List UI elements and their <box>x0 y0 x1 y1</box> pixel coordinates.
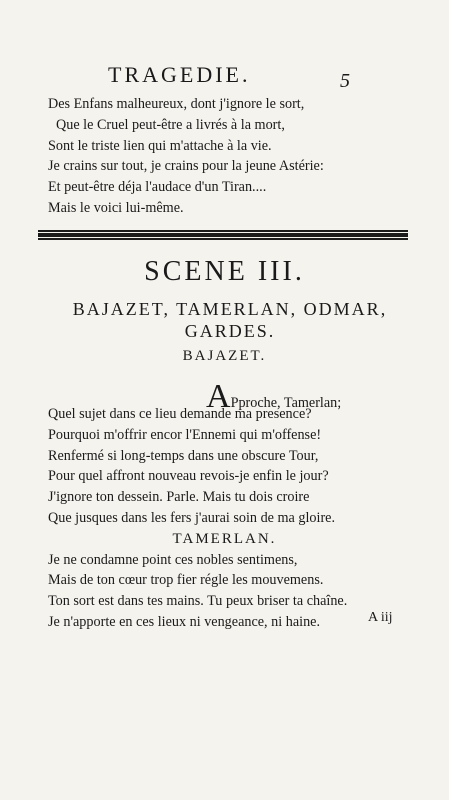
verse-line: Pourquoi m'offrir encor l'Ennemi qui m'offense! <box>48 426 322 443</box>
verse-line: Renfermé si long-temps dans une obscure Tour, <box>48 447 319 464</box>
cast-list <box>40 298 420 342</box>
verse-line: Je crains sur tout, je crains pour la jeune Astérie: <box>48 158 324 175</box>
verse-line: Mais de ton cœur trop fier régle les mouvemens. <box>48 572 324 589</box>
cast-line: GARDES. <box>184 321 276 341</box>
verse-line: Ton sort est dans tes mains. Tu peux briser ta chaîne. <box>48 593 348 610</box>
drop-cap: A <box>206 378 231 415</box>
verse-line: Je ne condamne point ces nobles sentimens, <box>48 551 298 568</box>
verse-line: Mais le voici lui-même. <box>48 199 184 216</box>
verse-line: J'ignore ton dessein. Parle. Mais tu dois croire <box>48 489 310 506</box>
scene-title: SCENE III. <box>144 256 305 287</box>
verse-line: Pour quel affront nouveau revois-je enfin le jour? <box>48 468 329 485</box>
speaker-name-bajazet: BAJAZET. <box>182 348 267 364</box>
verse-line: Je n'apporte en ces lieux ni vengeance, ni haine. <box>48 613 321 630</box>
page-header <box>0 62 449 92</box>
page-number: 5 <box>340 70 350 92</box>
verse-line: Que le Cruel peut-être a livrés à la mort, <box>56 116 285 133</box>
verse-block-bajazet <box>48 404 449 633</box>
verse-line: Sont le triste lien qui m'attache à la vie. <box>48 137 272 154</box>
cast-line: BAJAZET, TAMERLAN, ODMAR, <box>72 299 388 319</box>
verse-line: Des Enfans malheureux, dont j'ignore le sort, <box>48 96 305 112</box>
catchword-signature: A iij <box>368 610 393 625</box>
running-head: TRAGEDIE. <box>108 62 251 87</box>
verse-block-top <box>48 94 324 219</box>
ornamental-rule <box>38 230 408 240</box>
verse-line: Que jusques dans les fers j'aurai soin de ma gloire. <box>48 509 336 526</box>
verse-line: Quel sujet dans ce lieu demande ma presence? <box>48 406 312 422</box>
speaker-name-tamerlan: TAMERLAN. <box>172 530 277 547</box>
verse-line: Et peut-être déja l'audace d'un Tiran.... <box>48 179 267 196</box>
opening-line-text: Pproche, Tamerlan; <box>230 395 342 411</box>
